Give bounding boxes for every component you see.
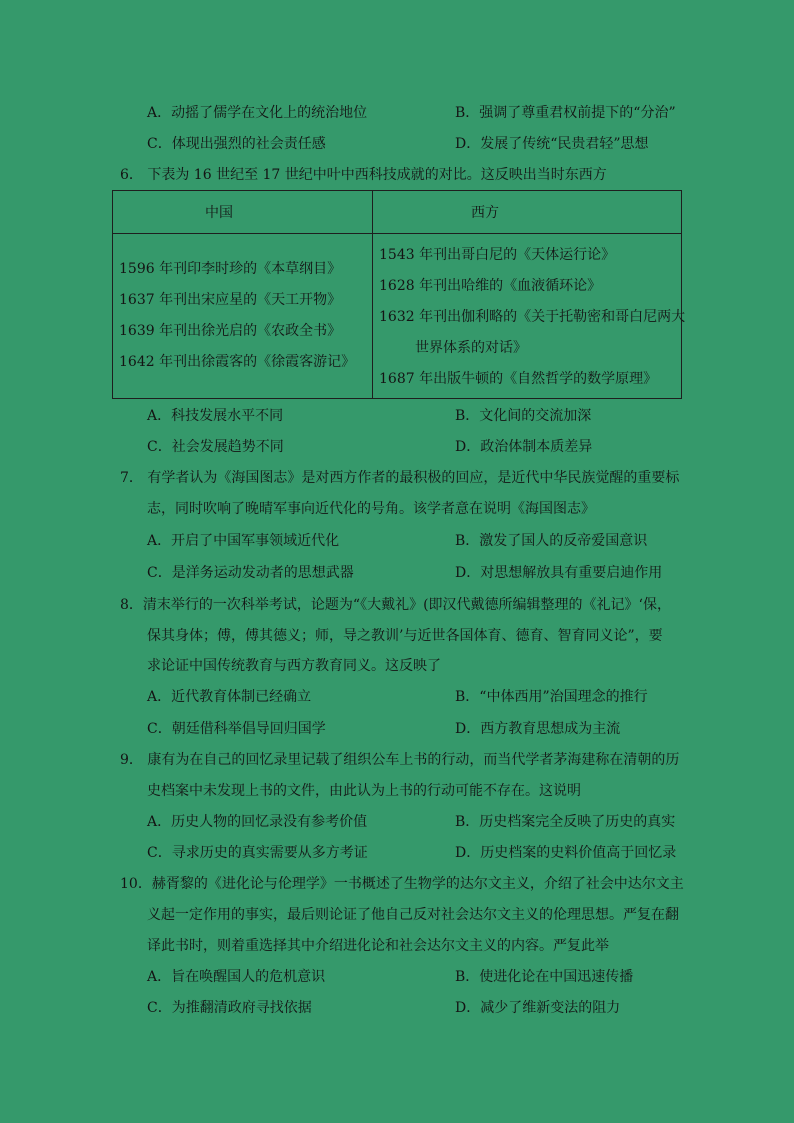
q10-option-d: D．减少了维新变法的阻力 — [455, 1000, 621, 1016]
china-item: 1642 年刊出徐霞客的《徐霞客游记》 — [119, 354, 356, 370]
q9-stem-line1: 9． 康有为在自己的回忆录里记载了组织公车上书的行动，而当代学者茅海建称在清朝的历 — [120, 752, 680, 768]
q9-option-d: D．历史档案的史料价值高于回忆录 — [455, 845, 677, 861]
q5-option-a: A．动摇了儒学在文化上的统治地位 — [147, 105, 368, 121]
q10-option-c: C．为推翻清政府寻找依据 — [147, 1000, 312, 1016]
china-item: 1639 年刊出徐光启的《农政全书》 — [119, 323, 342, 339]
q9-stem-line2: 史档案中未发现上书的文件，由此认为上书的行动可能不存在。这说明 — [147, 783, 581, 799]
q7-stem-line2: 志，同时吹响了晚晴军事向近代化的号角。该学者意在说明《海国图志》 — [147, 501, 595, 517]
china-item: 1596 年刊印李时珍的《本草纲目》 — [119, 261, 342, 277]
q7-option-c: C．是洋务运动发动者的思想武器 — [147, 565, 354, 581]
q5-option-b: B．强调了尊重君权前提下的“分治” — [455, 105, 676, 121]
q7-option-b: B．激发了国人的反帝爱国意识 — [455, 533, 648, 549]
comparison-table — [112, 190, 686, 399]
table-cell-china — [113, 234, 373, 399]
q10-option-b: B．使进化论在中国迅速传播 — [455, 969, 634, 985]
q6-option-c: C．社会发展趋势不同 — [147, 439, 284, 455]
q8-stem-line1: 8．清末举行的一次科举考试，论题为“《大戴礼》(即汉代戴德所编辑整理的《礼记》‘保， — [120, 597, 671, 613]
q5-option-d: D．发展了传统“民贵君轻”思想 — [455, 136, 649, 152]
west-item: 1632 年刊出伽利略的《关于托勒密和哥白尼两大 — [379, 309, 686, 325]
q7-option-a: A．开启了中国军事领域近代化 — [147, 533, 340, 549]
q8-stem-line2: 保其身体；傅，傅其德义；师，导之教训’与近世各国体育、德育、智育同义论”，要 — [147, 628, 663, 644]
q10-option-a: A．旨在唤醒国人的危机意识 — [147, 969, 326, 985]
q9-option-b: B．历史档案完全反映了历史的真实 — [455, 814, 676, 830]
q9-option-a: A．历史人物的回忆录没有参考价值 — [147, 814, 368, 830]
west-item: 1543 年刊出哥白尼的《天体运行论》 — [379, 247, 616, 263]
q9-option-c: C．寻求历史的真实需要从多方考证 — [147, 845, 368, 861]
q7-option-d: D．对思想解放具有重要启迪作用 — [455, 565, 663, 581]
table-cell-west — [373, 234, 686, 399]
q10-stem-line3: 译此书时，则着重选择其中介绍进化论和社会达尔文主义的内容。严复此举 — [147, 938, 609, 954]
q8-option-b: B．“中体西用”治国理念的推行 — [455, 689, 648, 705]
q6-option-d: D．政治体制本质差异 — [455, 439, 593, 455]
q8-option-c: C．朝廷借科举倡导回归国学 — [147, 721, 326, 737]
q5-option-c: C．体现出强烈的社会责任感 — [147, 136, 326, 152]
q8-stem-line3: 求论证中国传统教育与西方教育同义。这反映了 — [147, 658, 441, 674]
table-header-china: 中国 — [113, 191, 373, 234]
q8-option-a: A．近代教育体制已经确立 — [147, 689, 312, 705]
china-item: 1637 年刊出宋应星的《天工开物》 — [119, 292, 342, 308]
q6-option-b: B．文化间的交流加深 — [455, 408, 592, 424]
q8-option-d: D．西方教育思想成为主流 — [455, 721, 621, 737]
west-item: 1687 年出版牛顿的《自然哲学的数学原理》 — [379, 371, 658, 387]
table-header-west: 西方 — [373, 191, 682, 234]
q7-stem-line1: 7． 有学者认为《海国图志》是对西方作者的最积极的回应，是近代中华民族觉醒的重要标 — [120, 470, 680, 486]
q6-stem: 6． 下表为 16 世纪至 17 世纪中叶中西科技成就的对比。这反映出当时东西方 — [120, 167, 607, 183]
q10-stem-line1: 10．赫胥黎的《进化论与伦理学》一书概述了生物学的达尔文主义，介绍了社会中达尔文主 — [120, 876, 684, 892]
q10-stem-line2: 义起一定作用的事实，最后则论证了他自己反对社会达尔文主义的伦理思想。严复在翻 — [147, 907, 679, 923]
q6-option-a: A．科技发展水平不同 — [147, 408, 284, 424]
west-item: 世界体系的对话》 — [415, 340, 527, 356]
west-item: 1628 年刊出哈维的《血液循环论》 — [379, 278, 602, 294]
